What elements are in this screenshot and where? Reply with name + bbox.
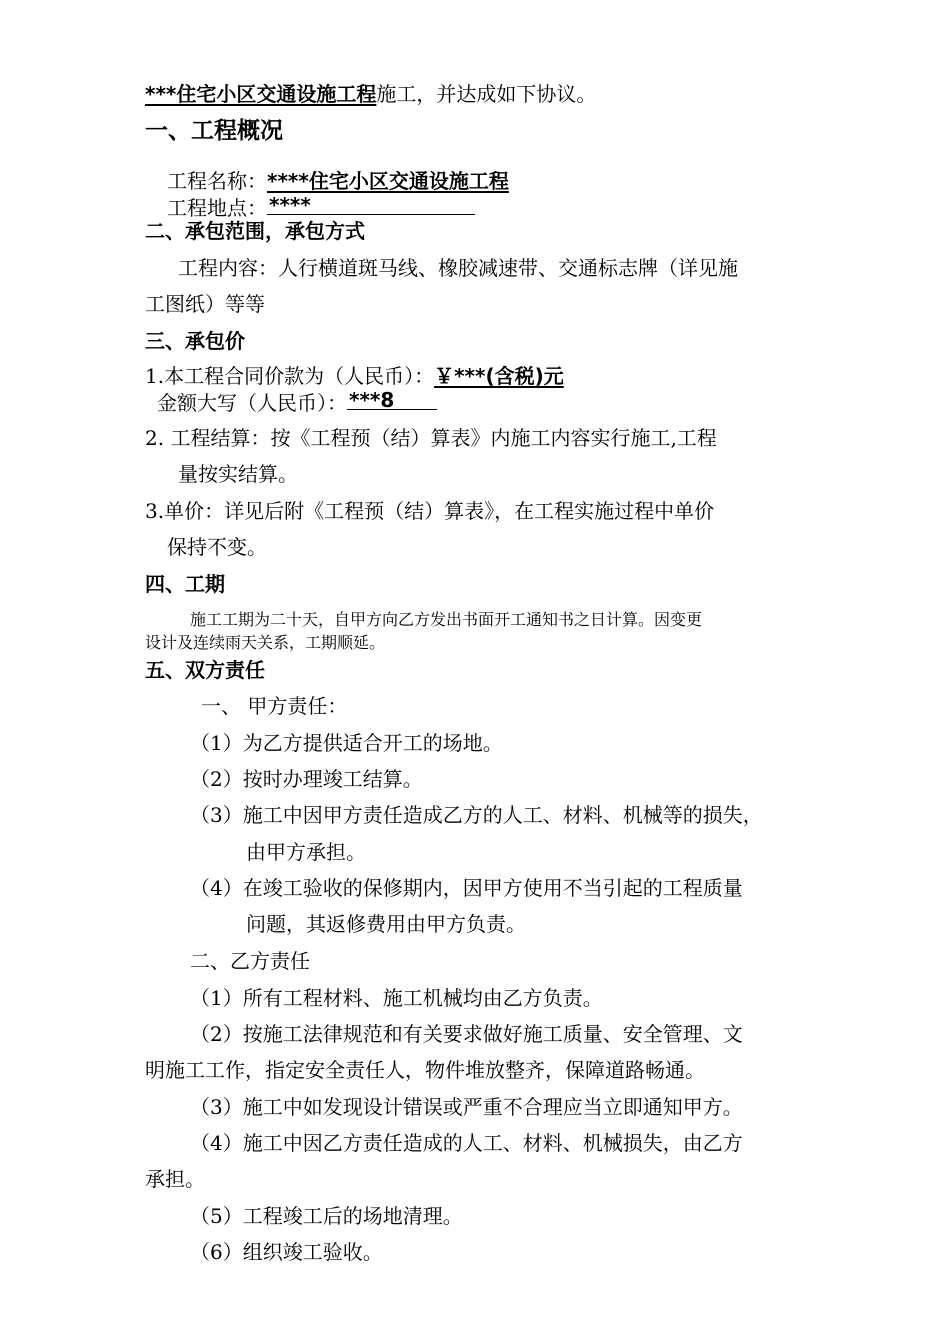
settlement-line-1: 2. 工程结算：按《工程预（结）算表》内施工内容实行施工,工程 — [145, 426, 717, 450]
party-b-item-4-line-2: 承担。 — [145, 1167, 205, 1191]
project-place-field — [267, 194, 475, 215]
section-5-heading: 五、双方责任 — [145, 658, 265, 682]
party-a-item-3-line-1: （3）施工中因甲方责任造成乙方的人工、材料、机械等的损失， — [190, 803, 763, 827]
party-b-item-3: （3）施工中如发现设计错误或严重不合理应当立即通知甲方。 — [190, 1095, 743, 1119]
party-b-item-6: （6）组织竣工验收。 — [190, 1240, 383, 1264]
party-b-item-2-line-2: 明施工工作，指定安全责任人，物件堆放整齐，保障道路畅通。 — [145, 1058, 705, 1082]
party-b-item-1: （1）所有工程材料、施工机械均由乙方负责。 — [190, 986, 603, 1010]
project-place-label: 工程地点： — [167, 196, 267, 220]
party-a-item-1: （1）为乙方提供适合开工的场地。 — [190, 731, 503, 755]
amount-field — [347, 389, 437, 410]
price-label: 1.本工程合同价款为（人民币）： — [145, 364, 435, 388]
amount-label: 金额大写（人民币）： — [157, 391, 347, 415]
section-2-line-2: 工图纸）等等 — [145, 292, 265, 316]
unit-price-line-2: 保持不变。 — [167, 535, 267, 559]
section-2-heading: 二、承包范围，承包方式 — [145, 219, 365, 243]
party-b-item-2-line-1: （2）按施工法律规范和有关要求做好施工质量、安全管理、文 — [190, 1022, 743, 1046]
project-name-label: 工程名称： — [167, 169, 267, 193]
project-name-row — [167, 168, 509, 194]
intro-rest: 施工，并达成如下协议。 — [376, 82, 597, 106]
amount-row — [157, 389, 437, 416]
section-4-heading: 四、工期 — [145, 572, 225, 596]
unit-price-line-1: 3.单价：详见后附《工程预（结）算表》，在工程实施过程中单价 — [145, 499, 715, 523]
party-b-heading: 二、乙方责任 — [190, 949, 310, 973]
party-b-item-4-line-1: （4）施工中因乙方责任造成的人工、材料、机械损失，由乙方 — [190, 1131, 743, 1155]
section-2-line-1: 工程内容：人行横道斑马线、橡胶减速带、交通标志牌（详见施 — [178, 256, 738, 280]
intro-project-name: ***住宅小区交通设施工程 — [145, 82, 377, 106]
party-a-item-3-line-2: 由甲方承担。 — [246, 840, 366, 864]
schedule-line-1: 施工工期为二十天，自甲方向乙方发出书面开工通知书之日计算。因变更 — [190, 610, 703, 629]
amount-value: ***8 — [349, 388, 395, 412]
schedule-line-2: 设计及连续雨天关系，工期顺延。 — [145, 633, 386, 652]
project-name-value: ****住宅小区交通设施工程 — [267, 169, 509, 193]
party-a-heading: 一、 甲方责任： — [201, 694, 348, 718]
intro-line — [145, 81, 596, 107]
section-1-heading: 一、工程概况 — [145, 118, 283, 144]
section-3-heading: 三、承包价 — [145, 329, 245, 353]
project-place-row — [167, 194, 475, 221]
party-a-item-4-line-1: （4）在竣工验收的保修期内，因甲方使用不当引起的工程质量 — [190, 876, 743, 900]
price-value: ￥***(含税)元 — [434, 364, 564, 388]
project-place-value: **** — [269, 193, 311, 217]
settlement-line-2: 量按实结算。 — [178, 462, 298, 486]
party-a-item-4-line-2: 问题，其返修费用由甲方负责。 — [246, 912, 526, 936]
party-b-item-5: （5）工程竣工后的场地清理。 — [190, 1204, 463, 1228]
price-row — [145, 363, 564, 389]
party-a-item-2: （2）按时办理竣工结算。 — [190, 767, 423, 791]
